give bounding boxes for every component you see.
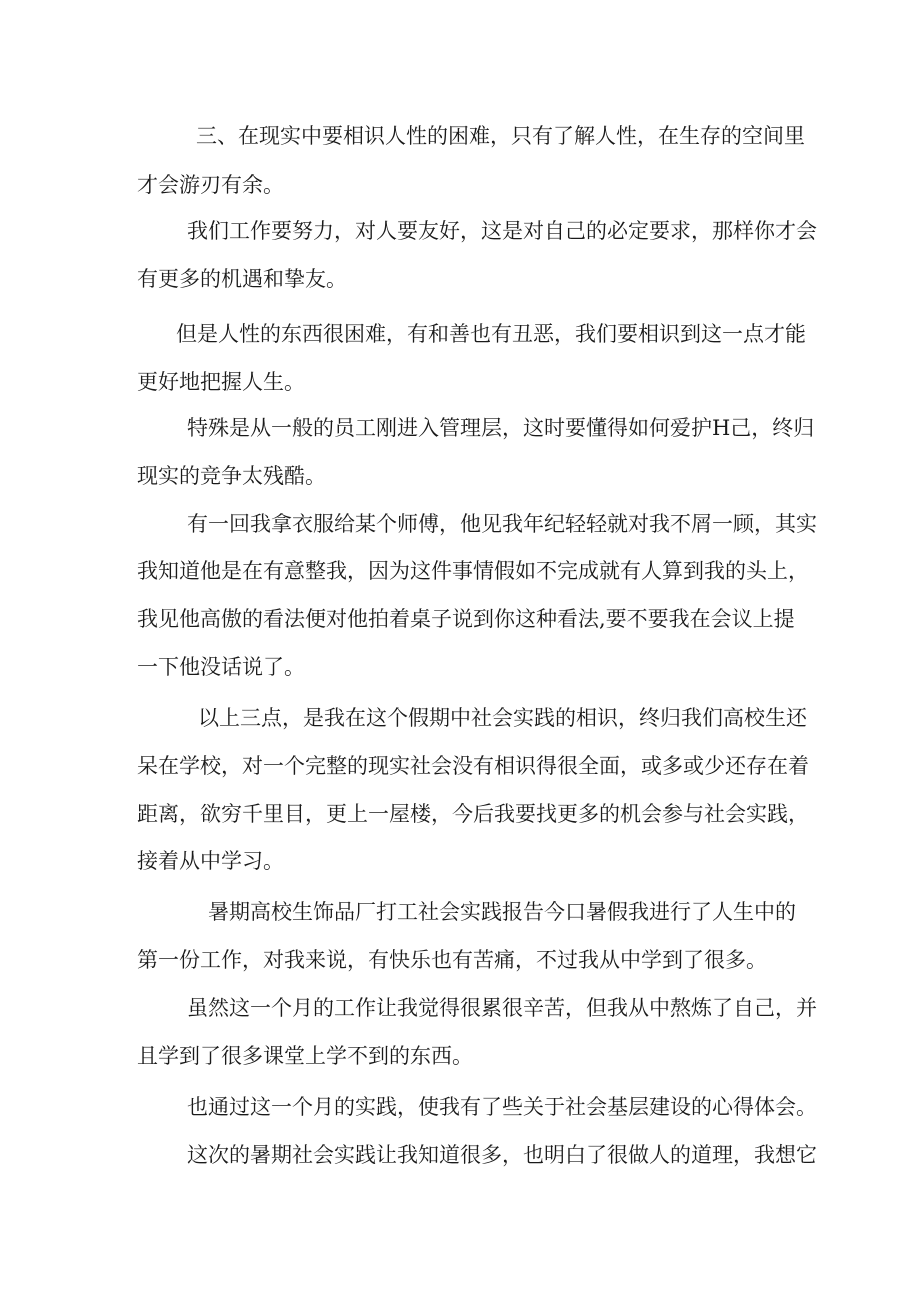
text-line: 我知道他是在有意整我，因为这件事情假如不完成就有人算到我的头上，	[137, 559, 809, 583]
text-line: 虽然这一个月的工作让我觉得很累很辛苦，但我从中熬炼了自己，并	[187, 996, 817, 1020]
text-line: 呆在学校，对一个完整的现实社会没有相识得很全面，或多或少还存在着	[137, 754, 809, 778]
text-line: 且学到了很多课堂上学不到的东西。	[137, 1044, 473, 1068]
text-line: 距离，欲穷千里目，更上一屋楼，今后我要找更多的机会参与社会实践，	[137, 802, 809, 826]
text-line: 更好地把握人生。	[137, 370, 305, 394]
text-line: 有更多的机遇和挚友。	[137, 267, 347, 291]
text-line: 才会游刃有余。	[137, 173, 284, 197]
text-line: 第一份工作，对我来说，有快乐也有苦痛，不过我从中学到了很多。	[137, 948, 767, 972]
text-line: 接着从中学习。	[137, 849, 284, 873]
text-line: 我见他高傲的看法便对他拍着桌子说到你这种看法,要不要我在会议上提	[137, 607, 795, 631]
text-line: 也通过这一个月的实践，使我有了些关于社会基层建设的心得体会。	[187, 1095, 817, 1119]
text-line: 以上三点，是我在这个假期中社会实践的相识，终归我们高校生还	[198, 706, 807, 730]
text-line: 但是人性的东西很困难，有和善也有丑恶，我们要相识到这一点才能	[176, 322, 806, 346]
text-line: 有一回我拿衣服给某个师傅，他见我年纪轻轻就对我不屑一顾，其实	[187, 512, 817, 536]
text-line: 三、在现实中要相识人性的困难，只有了解人性，在生存的空间里	[196, 124, 805, 148]
text-line: 现实的竞争太残酷。	[137, 464, 326, 488]
text-line: 一下他没话说了。	[137, 655, 305, 679]
text-line: 这次的暑期社会实践让我知道很多，也明白了很做人的道理，我想它	[187, 1143, 817, 1167]
text-line: 特殊是从一般的员工刚进入管理层，这时要懂得如何爱护H己，终归	[187, 416, 815, 440]
text-line: 我们工作要努力，对人要友好，这是对自己的必定要求，那样你才会	[187, 219, 817, 243]
text-line: 暑期高校生饰品厂打工社会实践报告今口暑假我进行了人生中的	[208, 900, 796, 924]
